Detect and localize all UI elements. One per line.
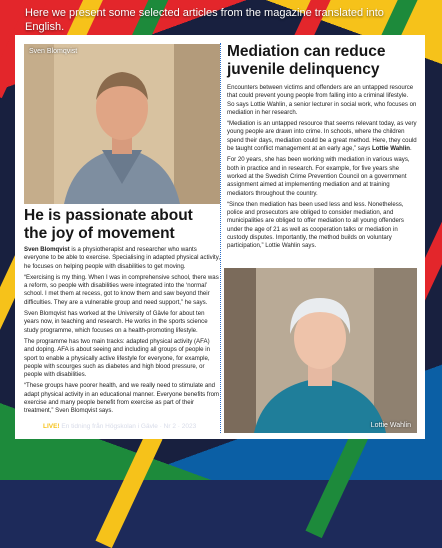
intro-banner: Here we present some selected articles from the magazine translated into English. <box>25 7 384 33</box>
magazine-issue: En tidning från Högskolan i Gävle · Nr 2 · 2023 <box>59 423 197 430</box>
photo-sven-blomqvist <box>24 44 220 204</box>
article-paragraph: “Since then mediation has been used less and less. Nonetheless, police and prosecutors are obliged to consider mediation, and municipalities are obliged to offer mediation to all young offenders under the age of 21 as well as cooperation talks or mediation in custody disputes. Importantly, the method builds on voluntary participation,” Lottie Wahlin says. <box>227 200 404 250</box>
portrait-illustration <box>224 268 417 433</box>
decor-stripe <box>95 432 162 548</box>
photo-lottie-wahlin <box>224 268 417 433</box>
article-paragraph: The programme has two main tracks: adapted physical activity (AFA) and doping. AFA is about seeing and including all groups of people in sport to enable a physically active lifestyle for everyone, for example, people with scourges such as diabetes and high blood pressure, or people with disabilities. <box>24 337 210 379</box>
article-title-right: Mediation can reduce juvenile delinquency <box>227 43 386 78</box>
article-paragraph: “Exercising is my thing. When I was in comprehensive school, there was a reform, so people with disabilities were integrated into the ‘normal’ school. I met them at recess, got to know them and saw beyond their difficulties. They are a vulnerable group and need support,” he says. <box>24 273 219 306</box>
portrait-illustration <box>24 44 220 204</box>
article-paragraph: Sven Blomqvist has worked at the University of Gävle for about ten years now, in teaching and research. He works in the sports science study programme, which focuses on a health-promoting lifestyle. <box>24 310 208 334</box>
article-right <box>227 43 417 251</box>
article-left <box>24 207 220 416</box>
article-lead-left <box>24 246 220 271</box>
column-divider <box>220 43 221 433</box>
quote-text: “Mediation is an untapped resource that seems relevant today, as very young people are drawn into crime. In schools, where the children spend their days, mediation could be a great method. Here, they could be taught conflict management at an early age,” says <box>227 120 417 153</box>
quote-author-name: Lottie Wahlin <box>371 145 411 153</box>
lead-text: is a physiotherapist and researcher who wants everyone to be able to exercise. Specialising in adapted physical activity, he focuses on helping people with disabilities to get moving. <box>24 246 221 270</box>
magazine-credit <box>43 423 196 430</box>
magazine-page <box>15 35 425 439</box>
lead-author-name: Sven Blomqvist <box>24 246 70 253</box>
page-number: 22 <box>25 422 34 431</box>
article-paragraph: “These groups have poorer health, and we really need to stimulate and adapt physical activity in an educational manner. Everyone benefits from exercise and many people benefit from exercise as part of their treatment,” Sven Blomqvist says. <box>24 382 220 415</box>
article-title-left: He is passionate about the joy of movement <box>24 207 193 242</box>
page-footer <box>0 418 442 436</box>
photo-caption-left: Sven Blomqvist <box>29 48 78 55</box>
article-paragraph <box>227 120 417 153</box>
magazine-brand: LIVE! <box>43 423 60 430</box>
article-paragraph: For 20 years, she has been working with mediation in various ways, both in practice and in research. For example, for five years she worked at the Swedish Crime Prevention Council on a government assignment aimed at implementing mediation and at training mediators throughout the country. <box>227 156 410 197</box>
photo-caption-right: Lottie Wahlin <box>370 422 411 429</box>
article-paragraph: Encounters between victims and offenders are an untapped resource that could prevent young people from falling into a criminal lifestyle. So says Lottie Wahlin, a senior lecturer in social work, who focuses on mediation in her research. <box>227 84 417 116</box>
quote-end: . <box>410 145 412 153</box>
